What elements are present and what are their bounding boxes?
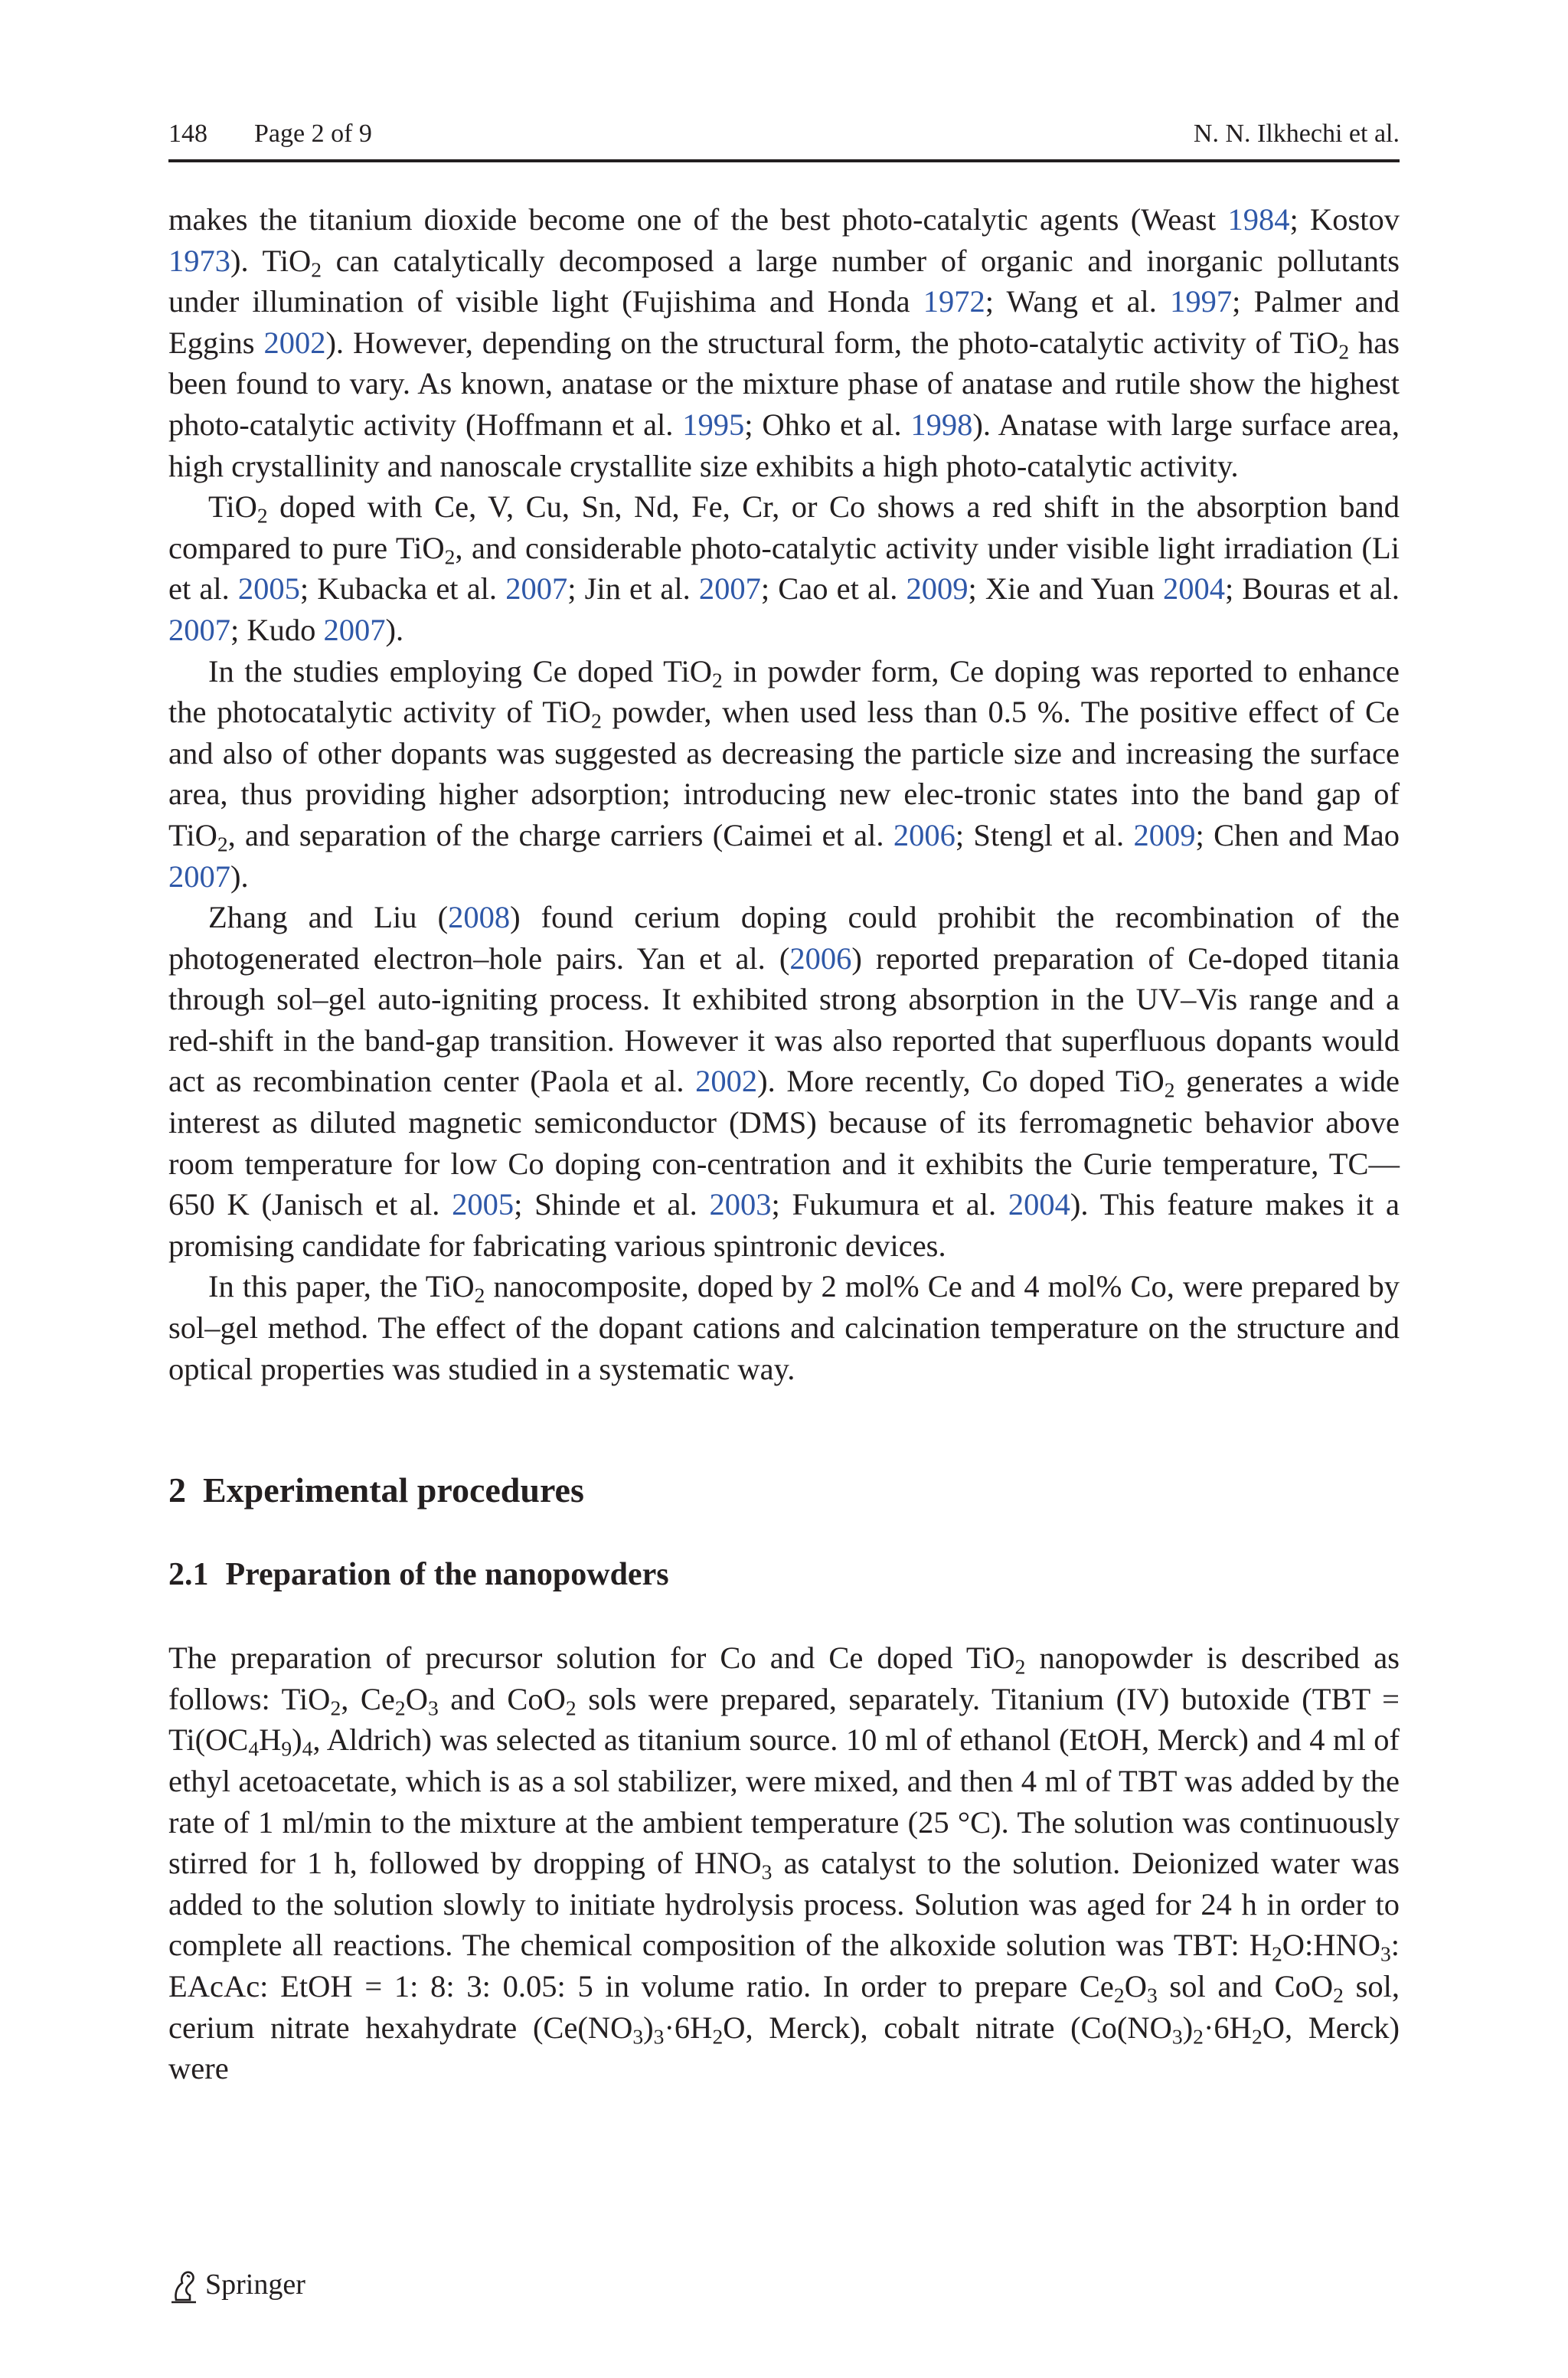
subscript: 3 — [1380, 1942, 1391, 1967]
text-run: sols were prepared, separately. Titanium (IV) butoxide (TBT = Ti(OC — [168, 1681, 1400, 1758]
text-run: doped with Ce, V, Cu, Sn, Nd, Fe, Cr, or Co shows a red shift in the absorption band compared to pure TiO — [168, 489, 1400, 565]
text-run: ; Ohko et al. — [744, 407, 911, 442]
text-run: ) — [1182, 2010, 1194, 2045]
citation-year-link[interactable]: 2004 — [1008, 1187, 1070, 1222]
subscript: 2 — [311, 257, 322, 282]
paragraph — [168, 1637, 1400, 2089]
subscript: 3 — [653, 2024, 665, 2049]
citation-year-link[interactable]: 2007 — [168, 612, 230, 647]
subscript: 4 — [248, 1737, 260, 1761]
text-run: ; Stengl et al. — [955, 817, 1134, 852]
subscript: 2 — [565, 1696, 577, 1720]
subscript: 2 — [1333, 1983, 1344, 2007]
text-run: TiO — [208, 489, 257, 525]
subsection-heading — [168, 1553, 1400, 1596]
subscript: 3 — [1146, 1983, 1158, 2007]
text-run: In this paper, the TiO — [208, 1269, 475, 1304]
subscript: 2 — [591, 708, 602, 733]
text-run: ; Kubacka et al. — [299, 571, 506, 607]
text-run: ). — [230, 859, 249, 894]
text-run: O, Merck) were — [168, 2010, 1400, 2086]
text-run: ; Cao et al. — [760, 571, 906, 607]
text-run: ; Chen and Mao — [1195, 817, 1400, 852]
subscript: 2 — [712, 2024, 724, 2049]
citation-year-link[interactable]: 2006 — [789, 940, 852, 976]
subscript: 2 — [1014, 1654, 1026, 1679]
springer-horse-logo-icon — [168, 2269, 199, 2304]
running-header — [168, 115, 1400, 153]
citation-year-link[interactable]: 2007 — [323, 612, 386, 647]
text-run: ) — [643, 2010, 654, 2045]
citation-year-link[interactable]: 2007 — [698, 571, 761, 607]
text-run: nanopowder is described as follows: TiO — [168, 1640, 1400, 1716]
citation-year-link[interactable]: 2009 — [906, 571, 969, 607]
text-run: O — [405, 1681, 428, 1716]
text-run: generates a wide interest as diluted magnetic semiconductor (DMS) because of its ferromagnetic behavior above room temperature for low Co doping con-centration and it exhibits the Curie temperature, TC—650 K (Janisch et al. — [168, 1064, 1400, 1222]
text-run: ). This feature makes it a promising candidate for fabricating various spintronic devices. — [168, 1187, 1400, 1263]
citation-year-link[interactable]: 1995 — [682, 407, 745, 442]
subscript: 2 — [394, 1696, 406, 1720]
citation-year-link[interactable]: 2003 — [709, 1187, 772, 1222]
text-run: ; Wang et al. — [985, 284, 1171, 319]
paragraph — [168, 651, 1400, 898]
citation-year-link[interactable]: 1998 — [910, 407, 973, 442]
text-run: can catalytically decomposed a large number of organic and inorganic pollutants under illumination of visible light (Fujishima and Honda — [168, 243, 1400, 319]
text-run: ; Palmer and Eggins — [168, 284, 1400, 360]
text-run: ) found cerium doping could prohibit the recombination of the photogenerated electron–hole pairs. Yan et al. ( — [168, 900, 1400, 976]
text-run: ·6H — [664, 2010, 713, 2045]
text-run: ; Bouras et al. — [1225, 571, 1400, 607]
citation-year-link[interactable]: 2002 — [695, 1064, 758, 1099]
citation-year-link[interactable]: 2009 — [1133, 817, 1196, 852]
text-run: ). TiO — [230, 243, 312, 278]
text-run: , Aldrich) was selected as titanium source. 10 ml of ethanol (EtOH, Merck) and 4 ml of ethyl acetoacetate, which is as a sol stabilizer, were mixed, and then 4 ml of TBT was added by the rate of 1 ml/min to the mixture at the ambient temperature (25 °C). The solution was continuously stirred for 1 h, followed by dropping of HNO — [168, 1722, 1400, 1881]
text-run: ; Kostov — [1289, 202, 1400, 237]
citation-year-link[interactable]: 2006 — [893, 817, 956, 852]
citation-year-link[interactable]: 2004 — [1163, 571, 1225, 607]
header-rule — [168, 159, 1400, 162]
text-run: ; Xie and Yuan — [968, 571, 1163, 607]
text-run: O:HNO — [1282, 1928, 1380, 1963]
text-run: Zhang and Liu ( — [208, 900, 449, 935]
text-run: ). More recently, Co doped TiO — [757, 1064, 1165, 1099]
page-number: 148 — [168, 119, 207, 148]
text-run: sol, cerium nitrate hexahydrate (Ce(NO — [168, 1968, 1400, 2045]
text-run: ) — [292, 1722, 302, 1758]
text-run: makes the titanium dioxide become one of the best photo-catalytic agents (Weast — [168, 202, 1228, 237]
subscript: 3 — [632, 2024, 644, 2049]
citation-year-link[interactable]: 1972 — [923, 284, 985, 319]
citation-year-link[interactable]: 1997 — [1170, 284, 1233, 319]
text-run: powder, when used less than 0.5 %. The positive effect of Ce and also of other dopants was suggested as decreasing the particle size and increasing the surface area, thus providing higher adsorption; introducing new elec-tronic states into the band gap of TiO — [168, 695, 1400, 852]
text-run: as catalyst to the solution. Deionized water was added to the solution slowly to initiate hydrolysis process. Solution was aged for 24 h in order to complete all reactions. The chemical composition of the alkoxide solution was TBT: H — [168, 1846, 1400, 1963]
text-run: ). — [385, 612, 404, 647]
text-run: ; Kudo — [230, 612, 324, 647]
citation-year-link[interactable]: 1973 — [168, 243, 230, 278]
subscript: 3 — [427, 1696, 439, 1720]
paragraph — [168, 486, 1400, 650]
section-number: 2 — [168, 1470, 186, 1510]
text-run: and CoO — [438, 1681, 566, 1716]
text-run: has been found to vary. As known, anatase or the mixture phase of anatase and rutile show the highest photo-catalytic activity (Hoffmann et al. — [168, 325, 1400, 442]
subsection-number: 2.1 — [168, 1557, 209, 1593]
citation-year-link[interactable]: 1984 — [1227, 202, 1290, 237]
article-body — [168, 199, 1400, 2089]
subscript: 2 — [1271, 1942, 1282, 1967]
text-run: H — [259, 1722, 282, 1758]
text-run: in powder form, Ce doping was reported to enhance the photocatalytic activity of TiO — [168, 653, 1400, 730]
section-heading — [168, 1467, 1400, 1513]
paragraph — [168, 1266, 1400, 1389]
text-run: ; Jin et al. — [567, 571, 699, 607]
subscript: 2 — [1251, 2024, 1263, 2049]
citation-year-link[interactable]: 2007 — [505, 571, 568, 607]
text-run: ). Anatase with large surface area, high crystallinity and nanoscale crystallite size exhibits a high photo-catalytic activity. — [168, 407, 1400, 483]
citation-year-link[interactable]: 2005 — [452, 1187, 514, 1222]
page-of-total: Page 2 of 9 — [254, 119, 372, 148]
subscript: 2 — [1113, 1983, 1125, 2007]
text-run: O — [1124, 1968, 1147, 2003]
text-run: The preparation of precursor solution for Co and Ce doped TiO — [168, 1640, 1015, 1676]
text-run: ). However, depending on the structural form, the photo-catalytic activity of TiO — [325, 325, 1339, 360]
publisher-name: Springer — [205, 2268, 305, 2301]
subsection-title: Preparation of the nanopowders — [225, 1557, 669, 1593]
section-title: Experimental procedures — [203, 1470, 584, 1510]
text-run: , Ce — [341, 1681, 395, 1716]
text-run: nanocomposite, doped by 2 mol% Ce and 4 mol% Co, were prepared by sol–gel method. The effect of the dopant cations and calcination temperature on the structure and optical properties was studied in a systematic way. — [168, 1269, 1400, 1386]
subscript: 2 — [217, 832, 228, 856]
text-run: ·6H — [1203, 2010, 1252, 2045]
running-authors: N. N. Ilkhechi et al. — [1193, 119, 1400, 148]
text-run: : EAcAc: EtOH = 1: 8: 3: 0.05: 5 in volume ratio. In order to prepare Ce — [168, 1928, 1400, 2003]
text-run: ; Fukumura et al. — [771, 1187, 1008, 1222]
text-run: In the studies employing Ce doped TiO — [208, 653, 712, 689]
subscript: 4 — [302, 1737, 313, 1761]
text-run: , and separation of the charge carriers (Caimei et al. — [227, 817, 893, 852]
subscript: 2 — [444, 545, 456, 569]
text-run: O, Merck), cobalt nitrate (Co(NO — [723, 2010, 1172, 2045]
subscript: 2 — [256, 503, 268, 528]
paragraph — [168, 199, 1400, 486]
subscript: 2 — [711, 668, 723, 692]
text-run: ) reported preparation of Ce-doped titania through sol–gel auto-igniting process. It exhibited strong absorption in the UV–Vis range and a red-shift in the band-gap transition. However it was also reported that superfluous dopants would act as recombination center (Paola et al. — [168, 940, 1400, 1099]
citation-year-link[interactable]: 2002 — [263, 325, 326, 360]
citation-year-link[interactable]: 2005 — [237, 571, 300, 607]
subscript: 2 — [1164, 1078, 1175, 1103]
text-run: ; Shinde et al. — [514, 1187, 710, 1222]
text-run: sol and CoO — [1157, 1968, 1334, 2003]
citation-year-link[interactable]: 2008 — [448, 900, 511, 935]
subscript: 2 — [474, 1284, 485, 1308]
subscript: 2 — [330, 1696, 341, 1720]
page-footer — [168, 2265, 305, 2304]
subscript: 3 — [1171, 2024, 1183, 2049]
subscript: 2 — [1338, 339, 1350, 364]
paragraph — [168, 897, 1400, 1266]
subscript: 9 — [281, 1737, 292, 1761]
subscript: 3 — [761, 1860, 773, 1884]
citation-year-link[interactable]: 2007 — [168, 859, 230, 894]
subscript: 2 — [1193, 2024, 1204, 2049]
text-run: , and considerable photo-catalytic activity under visible light irradiation (Li et al. — [168, 530, 1400, 607]
